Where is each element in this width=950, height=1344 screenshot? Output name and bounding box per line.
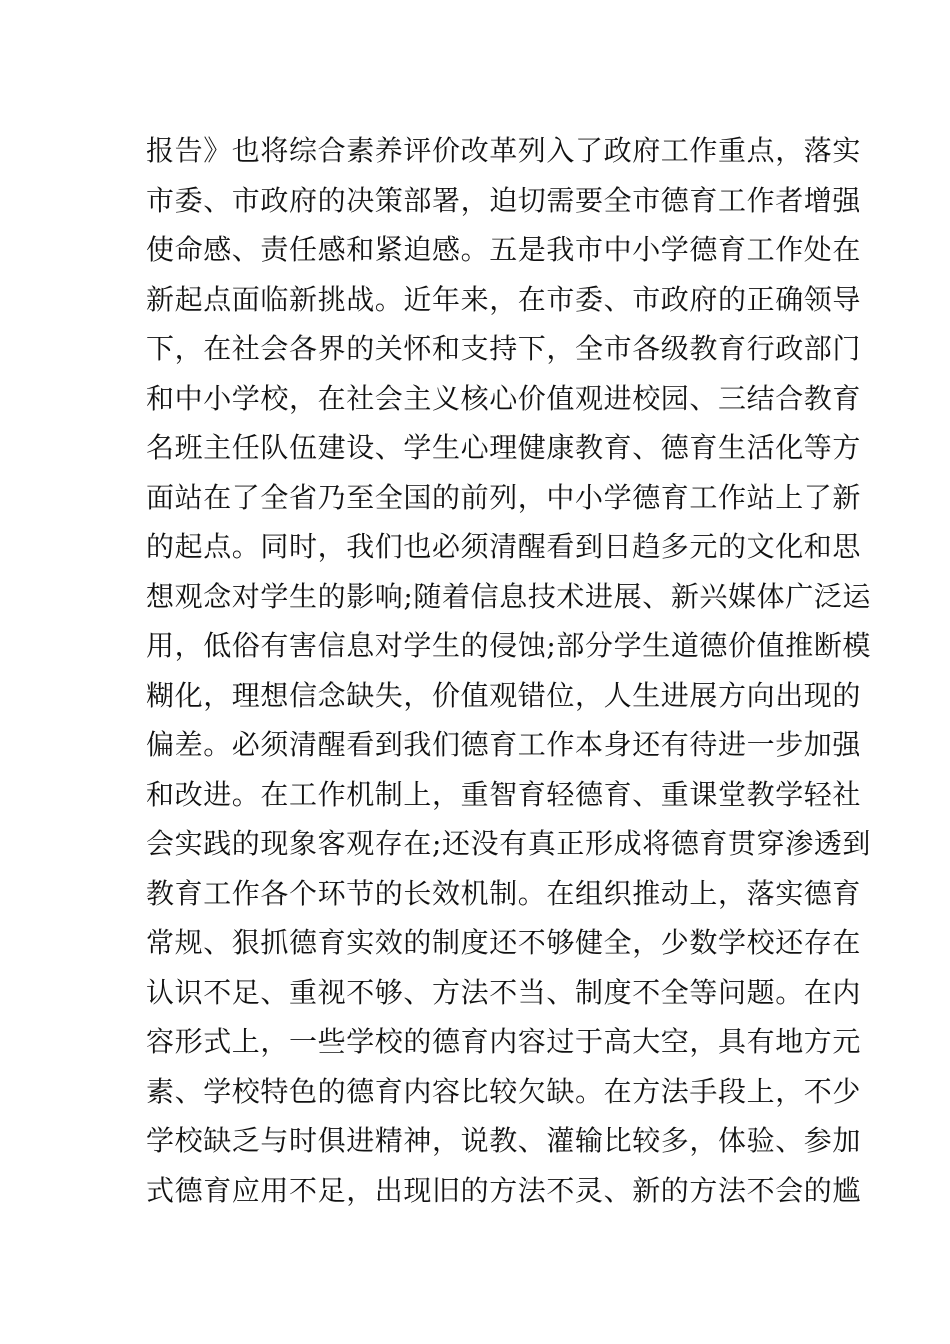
text-line: 名班主任队伍建设、学生心理健康教育、德育生活化等方 (146, 431, 862, 464)
text-line: 新起点面临新挑战。近年来，在市委、市政府的正确领导 (146, 282, 862, 316)
text-line: 式德育应用不足，出现旧的方法不灵、新的方法不会的尴 (146, 1173, 862, 1207)
text-line: 偏差。必须清醒看到我们德育工作本身还有待进一步加强 (146, 728, 862, 761)
text-line: 使命感、责任感和紧迫感。五是我市中小学德育工作处在 (146, 233, 862, 266)
text-line: 和中小学校，在社会主义核心价值观进校园、三结合教育 (146, 381, 862, 415)
text-line: 报告》也将综合素养评价改革列入了政府工作重点，落实 (146, 134, 862, 167)
text-line: 面站在了全省乃至全国的前列，中小学德育工作站上了新 (146, 480, 862, 514)
text-line: 糊化，理想信念缺失，价值观错位，人生进展方向出现的 (146, 678, 862, 712)
text-line: 素、学校特色的德育内容比较欠缺。在方法手段上，不少 (146, 1074, 862, 1108)
text-line: 用，低俗有害信息对学生的侵蚀;部分学生道德价值推断模 (146, 629, 872, 662)
text-line: 想观念对学生的影响;随着信息技术进展、新兴媒体广泛运 (146, 579, 872, 613)
text-line: 教育工作各个环节的长效机制。在组织推动上，落实德育 (146, 876, 862, 910)
text-line: 的起点。同时，我们也必须清醒看到日趋多元的文化和思 (146, 530, 862, 563)
text-line: 常规、狠抓德育实效的制度还不够健全，少数学校还存在 (146, 926, 862, 959)
text-line: 认识不足、重视不够、方法不当、制度不全等问题。在内 (146, 975, 862, 1009)
text-line: 和改进。在工作机制上，重智育轻德育、重课堂教学轻社 (146, 777, 862, 811)
text-line: 市委、市政府的决策部署，迫切需要全市德育工作者增强 (146, 183, 862, 217)
text-line: 容形式上，一些学校的德育内容过于高大空，具有地方元 (146, 1025, 862, 1058)
text-line: 下，在社会各界的关怀和支持下，全市各级教育行政部门 (146, 332, 862, 365)
text-line: 学校缺乏与时俱进精神，说教、灌输比较多，体验、参加 (146, 1124, 862, 1157)
text-line: 会实践的现象客观存在;还没有真正形成将德育贯穿渗透到 (146, 827, 872, 860)
body-text (146, 126, 872, 1215)
